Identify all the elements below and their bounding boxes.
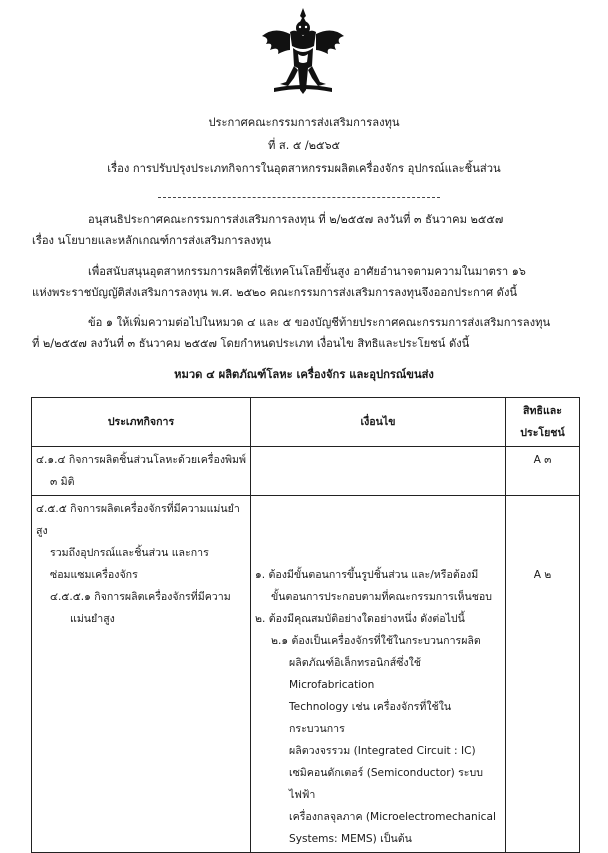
header-benefit-line-2: ประโยชน์ bbox=[520, 427, 565, 439]
condition-1-line-2: ขั้นตอนการประกอบตามที่คณะกรรมการเห็นชอบ bbox=[271, 591, 492, 603]
table-header-row bbox=[32, 398, 580, 447]
announcement-title: ประกาศคณะกรรมการส่งเสริมการลงทุน bbox=[208, 116, 400, 129]
row-2-type-line-4: ๔.๕.๕.๑ กิจการผลิตเครื่องจักรที่มีความ bbox=[50, 591, 231, 603]
row-1-business-type bbox=[32, 447, 251, 496]
paragraph-2-line-2: แห่งพระราชบัญญัติส่งเสริมการลงทุน พ.ศ. ๒๕๒๐ คณะกรรมการส่งเสริมการลงทุนจึงออกประกาศ ดังนี้ bbox=[32, 286, 518, 299]
paragraph-1-line-1: อนุสนธิประกาศคณะกรรมการส่งเสริมการลงทุน ที่ ๒/๒๕๕๗ ลงวันที่ ๓ ธันวาคม ๒๕๕๗ bbox=[88, 213, 504, 226]
row-2-benefit-value: A ๒ bbox=[533, 569, 552, 581]
condition-2-1-line-1: ๒.๑ ต้องเป็นเครื่องจักรที่ใช้ในกระบวนการผลิต bbox=[271, 635, 481, 647]
condition-2-1-line-5: เซมิคอนดักเตอร์ (Semiconductor) ระบบไฟฟ้า bbox=[289, 767, 483, 801]
section-title: หมวด ๔ ผลิตภัณฑ์โลหะ เครื่องจักร และอุปกรณ์ขนส่ง bbox=[174, 368, 434, 381]
separator-rule bbox=[158, 197, 440, 198]
paragraph-3-line-2: ที่ ๒/๒๕๕๗ ลงวันที่ ๓ ธันวาคม ๒๕๕๗ โดยกำหนดประเภท เงื่อนไข สิทธิและประโยชน์ ดังนี้ bbox=[32, 337, 470, 350]
header-benefit bbox=[506, 398, 580, 447]
paragraph-1-line-2: เรื่อง นโยบายและหลักเกณฑ์การส่งเสริมการลงทุน bbox=[32, 234, 271, 247]
announcement-number: ที่ ส. ๕ /๒๕๖๕ bbox=[267, 139, 341, 152]
header-condition: เงื่อนไข bbox=[251, 398, 506, 447]
header-benefit-line-1: สิทธิและ bbox=[523, 405, 562, 417]
row-2-type-line-5: แม่นยำสูง bbox=[70, 613, 115, 625]
paragraph-2-line-1: เพื่อสนับสนุนอุตสาหกรรมการผลิตที่ใช้เทคโนโลยีขั้นสูง อาศัยอำนาจตามความในมาตรา ๑๖ bbox=[88, 265, 526, 278]
row-2-business-type bbox=[32, 496, 251, 853]
row-1-type-line-1: ๔.๑.๔ กิจการผลิตชิ้นส่วนโลหะด้วยเครื่องพิมพ์ bbox=[36, 454, 246, 466]
row-2-type-line-1: ๔.๕.๕ กิจการผลิตเครื่องจักรที่มีความแม่นยำสูง bbox=[36, 503, 240, 537]
condition-1-line-1: ๑. ต้องมีขั้นตอนการขึ้นรูปชิ้นส่วน และ/หรือต้องมี bbox=[255, 569, 479, 581]
row-2-type-line-3: ซ่อมแซมเครื่องจักร bbox=[50, 569, 138, 581]
row-2-condition bbox=[251, 496, 506, 853]
condition-2-1-line-3: Technology เช่น เครื่องจักรที่ใช้ในกระบวนการ bbox=[289, 701, 452, 735]
row-1-type-line-2: ๓ มิติ bbox=[50, 476, 75, 488]
header-business-type: ประเภทกิจการ bbox=[32, 398, 251, 447]
condition-2-1-line-4: ผลิตวงจรรวม (Integrated Circuit : IC) bbox=[289, 745, 476, 757]
garuda-emblem-icon bbox=[260, 6, 346, 96]
row-2-type-line-2: รวมถึงอุปกรณ์และชิ้นส่วน และการ bbox=[50, 547, 209, 559]
condition-2-1-line-6: เครื่องกลจุลภาค (Microelectromechanical bbox=[289, 811, 496, 823]
condition-2: ๒. ต้องมีคุณสมบัติอย่างใดอย่างหนึ่ง ดังต่อไปนี้ bbox=[255, 613, 465, 625]
condition-2-1-line-7: Systems: MEMS) เป็นต้น bbox=[289, 833, 412, 845]
row-1-condition bbox=[251, 447, 506, 496]
announcement-subject: เรื่อง การปรับปรุงประเภทกิจการในอุตสาหกรรมผลิตเครื่องจักร อุปกรณ์และชิ้นส่วน bbox=[107, 162, 501, 175]
table-row bbox=[32, 496, 580, 853]
table-row bbox=[32, 447, 580, 496]
business-type-table bbox=[31, 397, 580, 853]
row-2-benefit bbox=[506, 496, 580, 853]
row-1-benefit: A ๓ bbox=[506, 447, 580, 496]
paragraph-3-line-1: ข้อ ๑ ให้เพิ่มความต่อไปในหมวด ๔ และ ๕ ของบัญชีท้ายประกาศคณะกรรมการส่งเสริมการลงทุน bbox=[88, 316, 551, 329]
condition-2-1-line-2: ผลิตภัณฑ์อิเล็กทรอนิกส์ซึ่งใช้ Microfabrication bbox=[289, 657, 421, 691]
